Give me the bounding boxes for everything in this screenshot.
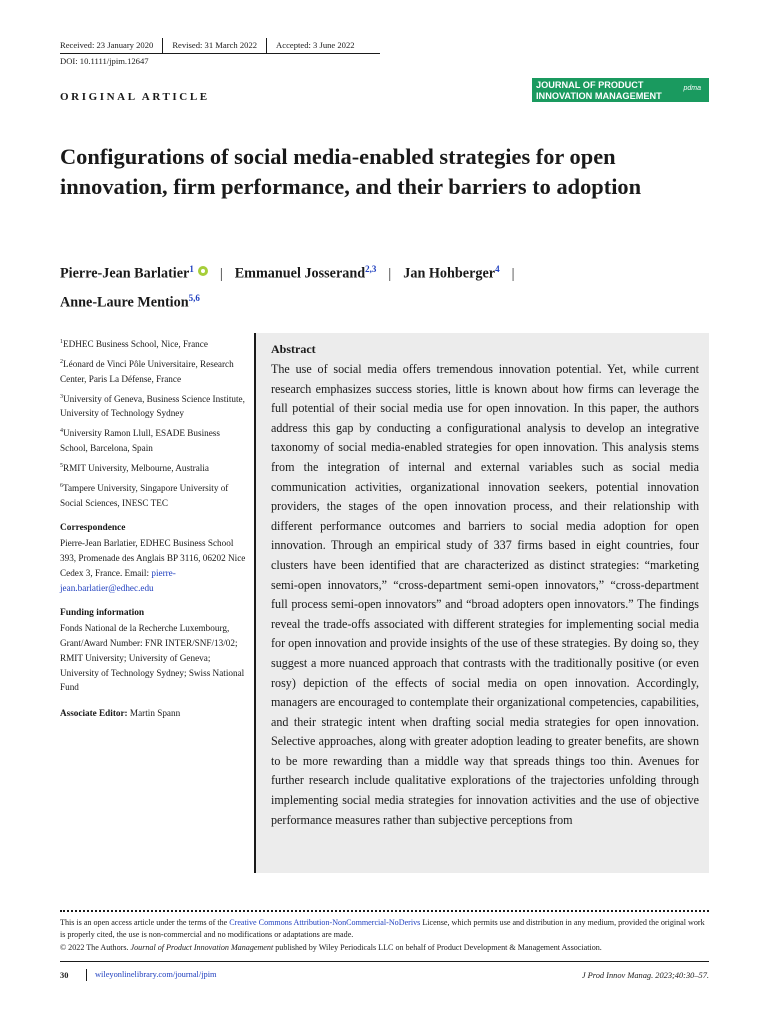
footer-rule bbox=[60, 961, 709, 962]
article-type: ORIGINAL ARTICLE bbox=[60, 91, 210, 103]
affiliation-text: RMIT University, Melbourne, Australia bbox=[63, 462, 209, 473]
author-name[interactable]: Pierre-Jean Barlatier bbox=[60, 265, 190, 282]
license-text-pre: This is an open access article under the terms of the bbox=[60, 918, 230, 927]
license-notice bbox=[60, 917, 709, 954]
copyright-pre: © 2022 The Authors. bbox=[60, 942, 131, 952]
affiliation-text: Léonard de Vinci Pôle Universitaire, Research Center, Paris La Défense, France bbox=[60, 358, 234, 384]
correspondence-text bbox=[60, 536, 250, 595]
author-affiliation-ref[interactable]: 5,6 bbox=[188, 292, 200, 303]
sidebar-info bbox=[60, 335, 250, 721]
copyright-journal: Journal of Product Innovation Management bbox=[130, 942, 274, 952]
abstract-box bbox=[254, 333, 709, 873]
correspondence-heading: Correspondence bbox=[60, 523, 126, 534]
affiliation-number: 3 bbox=[60, 393, 63, 400]
citation: J Prod Innov Manag. 2023;40:30–57. bbox=[581, 970, 709, 980]
author-affiliation-ref[interactable]: 2,3 bbox=[365, 264, 377, 274]
affiliation-text: University of Geneva, Business Science Institute, University of Technology Sydney bbox=[60, 393, 245, 419]
author-separator: | bbox=[388, 265, 392, 282]
affiliation-text: EDHEC Business School, Nice, France bbox=[63, 339, 208, 350]
correspondence-address: Pierre-Jean Barlatier, EDHEC Business School 393, Promenade des Anglais BP 3116, 06202 Nice Cedex 3, France. bbox=[60, 538, 246, 578]
accepted-date: Accepted: 3 June 2022 bbox=[266, 38, 364, 53]
license-link[interactable]: Creative Commons Attribution-NonCommercial-NoDerivs bbox=[229, 918, 421, 927]
publication-dates bbox=[60, 37, 364, 53]
funding-heading: Funding information bbox=[60, 608, 145, 619]
orcid-icon[interactable] bbox=[198, 266, 208, 276]
page-number: 30 bbox=[60, 970, 69, 980]
abstract-text: The use of social media offers tremendous innovation potential. Yet, while current research emphasizes success stories, little is known about how firms can leverage the full potential of their social media use for open innovation. In this paper, the authors address this gap by conducting a configurational analysis to develop an integrative taxonomy of social media-enabled strategies for open innovation. This analysis stems from the integration of internal and external variables such as social media communication activities, organizational innovation seekers, potential innovation providers, the stages of the open innovation process, and their relationship with different performance outcomes and barriers to social media adoption for open innovation. Through an empirical study of 337 firms based in eight countries, four clusters have been identified that are characterized as distinct strategies: “marketing semi-open innovators,” “cross-department semi-open innovators,” “cross-department full process semi-open innovators” and “broad adopters open innovators.” The findings reveal the trade-offs associated with different strategies for implementing social media for open innovation and provide insights of the use of these strategies. By doing so, they suggest a more nuanced approach that contrasts with the traditionally positive (or even rosy) depiction of the effects of social media on open innovation. Accordingly, managers are encouraged to contemplate their organizational competencies, capabilities, and their strategic intent when drafting social media strategies for open innovation. Selective approaches, along with greater adoption leading to greater benefits, are shown to be more rewarding than a middle way that spreads things too thin. Avenues for further research include qualitative explorations of the trajectories unfolding through implementing social media strategies for innovation activities and the use of objective performance measures rather than subjective perceptions from bbox=[271, 362, 699, 827]
associate-editor-name: Martin Spann bbox=[127, 708, 181, 719]
affiliation-text: Tampere University, Singapore University of Social Sciences, INESC TEC bbox=[60, 482, 229, 508]
affiliation-number: 1 bbox=[60, 339, 63, 345]
email-link[interactable]: pierre-jean.barlatier@edhec.edu bbox=[60, 567, 176, 593]
affiliation bbox=[60, 459, 250, 476]
abstract-heading: Abstract bbox=[271, 342, 316, 356]
journal-logo-line2: INNOVATION MANAGEMENT bbox=[536, 90, 662, 101]
author-separator: | bbox=[219, 265, 223, 282]
author-separator: | bbox=[511, 265, 515, 282]
journal-logo[interactable] bbox=[532, 78, 709, 102]
license-divider bbox=[60, 910, 709, 912]
affiliation bbox=[60, 335, 250, 352]
affiliation bbox=[60, 355, 250, 387]
affiliation-number: 5 bbox=[60, 462, 63, 469]
author-name[interactable]: Emmanuel Josserand bbox=[234, 265, 366, 282]
author-affiliation-ref[interactable]: 1 bbox=[189, 264, 194, 274]
page-footer bbox=[60, 969, 709, 981]
affiliation-number: 2 bbox=[60, 358, 63, 365]
affiliation bbox=[60, 390, 250, 422]
funding-text: Fonds National de la Recherche Luxembourg, Grant/Award Number: FNR INTER/SNF/13/02; RMIT University; University of Geneva; University of Technology Sydney; Swiss National Fund bbox=[60, 623, 245, 693]
author-name[interactable]: Jan Hohberger bbox=[403, 265, 496, 282]
received-date: Received: 23 January 2020 bbox=[60, 39, 154, 50]
license-text-post: License, which permits use and distribution in any medium, provided the original work is properly cited, the use is non-commercial and no modifications or adaptations are made. bbox=[60, 918, 705, 940]
associate-editor-label: Associate Editor: bbox=[60, 708, 128, 719]
affiliation-number: 6 bbox=[60, 482, 63, 489]
journal-url-link[interactable]: wileyonlinelibrary.com/journal/jpim bbox=[86, 969, 217, 981]
author-list bbox=[60, 257, 720, 314]
affiliation-number: 4 bbox=[60, 428, 63, 435]
email-label: Email: bbox=[124, 567, 152, 578]
affiliation bbox=[60, 424, 250, 456]
pdma-logo: pdma bbox=[683, 85, 701, 92]
affiliation bbox=[60, 479, 250, 511]
copyright-post: published by Wiley Periodicals LLC on behalf of Product Development & Management Association. bbox=[273, 942, 602, 952]
affiliation-text: University Ramon Llull, ESADE Business School, Barcelona, Spain bbox=[60, 428, 220, 454]
doi[interactable]: DOI: 10.1111/jpim.12647 bbox=[60, 56, 149, 66]
revised-date: Revised: 31 March 2022 bbox=[162, 38, 266, 53]
journal-logo-line1: JOURNAL OF PRODUCT bbox=[536, 80, 644, 90]
header-rule bbox=[60, 53, 380, 54]
associate-editor bbox=[60, 706, 250, 721]
article-title: Configurations of social media-enabled strategies for open innovation, firm performance, and their barriers to adoption bbox=[60, 144, 642, 199]
author-affiliation-ref[interactable]: 4 bbox=[495, 264, 500, 274]
author-name[interactable]: Anne-Laure Mention bbox=[60, 294, 189, 311]
